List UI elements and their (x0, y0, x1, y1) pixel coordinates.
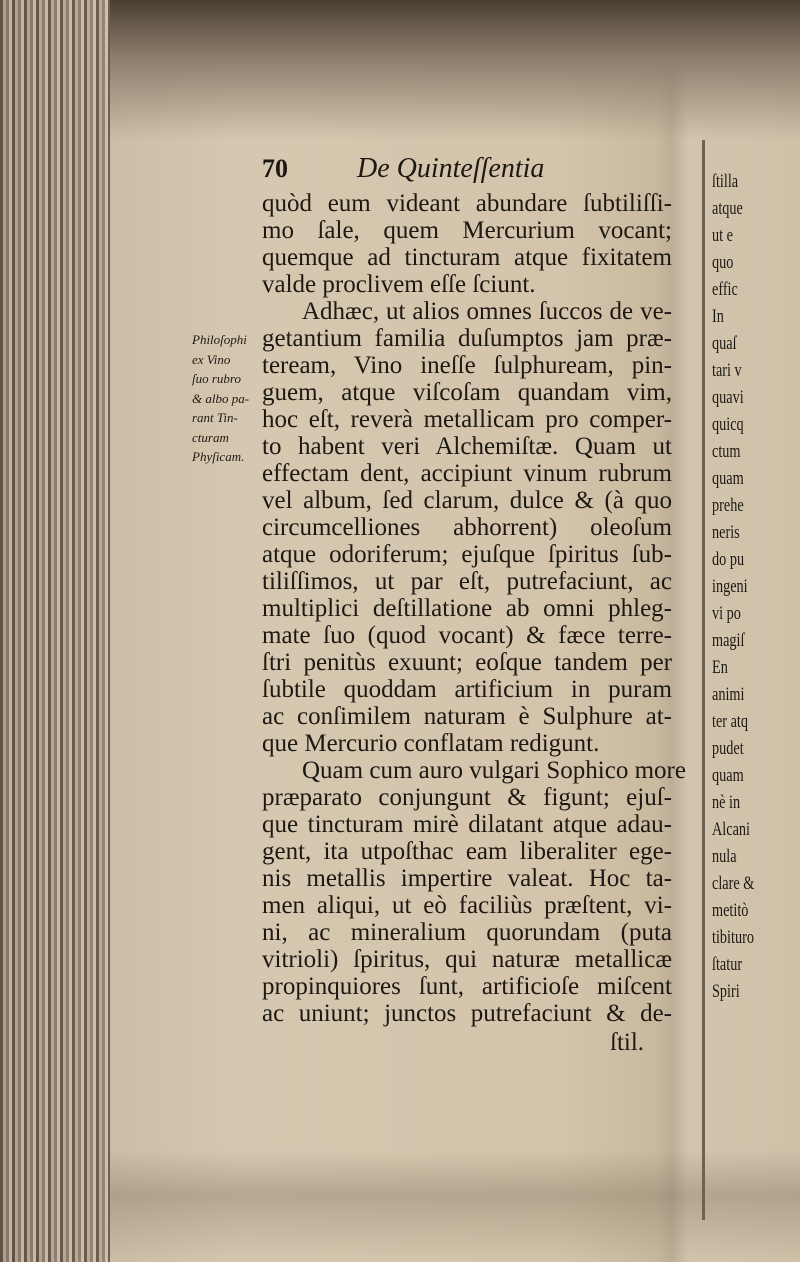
text-line: ac conſimilem naturam è Sulphure at- (262, 703, 672, 730)
running-title: De Quinteſſentia (357, 153, 545, 184)
fragment-line: magiſ (712, 630, 745, 651)
fragment-line: quo (712, 252, 734, 273)
text-line: effectam dent, accipiunt vinum rubrum (262, 460, 672, 487)
fragment-line: quam (712, 468, 744, 489)
page-number: 70 (262, 154, 288, 183)
text-line: valde proclivem eſſe ſciunt. (262, 271, 536, 298)
fragment-line: clare & (712, 873, 755, 894)
text-line: to habent veri Alchemiſtæ. Quam ut (262, 433, 672, 460)
fragment-line: nè in (712, 792, 741, 813)
fragment-line: En (712, 657, 728, 678)
text-line: propinquiores ſunt, artificioſe miſcent (262, 973, 672, 1000)
margin-note: & albo pa- (192, 390, 250, 406)
text-line: præparato conjungunt & figunt; ejuſ- (262, 784, 672, 811)
fragment-line: effic (712, 279, 738, 300)
fragment-line: tibituro (712, 927, 754, 948)
text-line: tiliſſimos, ut par eſt, putrefaciunt, ac (262, 568, 672, 595)
top-shadow (110, 0, 800, 140)
text-line: ni, ac mineralium quorundam (puta (262, 919, 672, 946)
text-line: ac uniunt; junctos putrefaciunt & de- (262, 1000, 672, 1027)
margin-notes (192, 330, 258, 467)
fragment-line: quavi (712, 387, 744, 408)
fragment-line: quam (712, 765, 744, 786)
text-line: guem, atque viſcoſam quandam vim, (262, 379, 672, 406)
margin-note: Phyſicam. (192, 449, 245, 464)
text-line: ſtri penitùs exuunt; eoſque tandem per (262, 649, 672, 676)
bottom-shade (110, 1150, 800, 1262)
fragment-line: prehe (712, 495, 744, 516)
fragment-line: quaſ (712, 333, 737, 354)
text-line: circumcelliones abhorrent) oleoſum (262, 514, 672, 541)
margin-note: ex Vino (192, 351, 231, 367)
text-line: men aliqui, ut eò faciliùs præſtent, vi- (262, 892, 672, 919)
page-body-text (262, 190, 686, 1027)
fragment-line: atque (712, 198, 743, 219)
text-line: quòd eum videant abundare ſubtiliſſi- (262, 190, 672, 217)
text-line: gent, ita utpoſthac eam liberaliter ege- (262, 838, 672, 865)
text-line: multiplici deſtillatione ab omni phleg- (262, 595, 672, 622)
text-line: Adhæc, ut alios omnes ſuccos de ve- (302, 298, 672, 325)
text-line: hoc eſt, reverà metallicam pro comper- (262, 406, 672, 433)
fragment-line: vi po (712, 603, 741, 624)
text-line: teream, Vino ineſſe ſulphuream, pin- (262, 352, 672, 379)
text-line: que tincturam mirè dilatant atque adau- (262, 811, 672, 838)
text-line: que Mercurio conflatam redigunt. (262, 730, 600, 757)
facing-page-fragment (712, 168, 800, 1005)
fragment-line: ſtatur (712, 954, 743, 975)
fragment-line: quicq (712, 414, 744, 435)
fragment-line: In (712, 306, 724, 327)
fragment-line: ter atq (712, 711, 749, 732)
fragment-line: pudet (712, 738, 744, 759)
fragment-line: Alcani (712, 819, 750, 840)
catchword: ſtil. (610, 1029, 645, 1056)
fragment-line: tari v (712, 360, 742, 381)
fragment-line: metitò (712, 900, 749, 921)
text-line: atque odoriferum; ejuſque ſpiritus ſub- (262, 541, 672, 568)
fragment-line: animi (712, 684, 745, 705)
text-line: vitrioli) ſpiritus, qui naturæ metallicæ (262, 946, 672, 973)
fragment-line: ut e (712, 225, 733, 246)
fragment-line: neris (712, 522, 740, 543)
fragment-line: do pu (712, 549, 745, 570)
page-gutter (702, 140, 705, 1220)
text-line: ſubtile quoddam artificium in puram (262, 676, 672, 703)
margin-note: ſuo rubro (192, 371, 241, 386)
fragment-line: nula (712, 846, 737, 867)
text-line: getantium familia duſumptos jam præ- (262, 325, 672, 352)
text-line: nis metallis impertire valeat. Hoc ta- (262, 865, 672, 892)
fragment-line: Spiri (712, 981, 740, 1002)
book-page-edges (0, 0, 110, 1262)
text-line: mo ſale, quem Mercurium vocant; (262, 217, 672, 244)
text-line: mate ſuo (quod vocant) & fæce terre- (262, 622, 672, 649)
text-line: vel album, ſed clarum, dulce & (à quo (262, 487, 672, 514)
text-line: Quam cum auro vulgari Sophico more (302, 757, 686, 784)
margin-note: rant Tin- (192, 410, 238, 425)
text-line: quemque ad tincturam atque fixitatem (262, 244, 672, 271)
margin-note: Philoſophi (192, 332, 247, 347)
margin-note: cturam (192, 429, 229, 445)
page-header (262, 152, 672, 186)
fragment-line: ingeni (712, 576, 748, 597)
fragment-line: ſtilla (712, 171, 739, 192)
fragment-line: ctum (712, 441, 741, 462)
